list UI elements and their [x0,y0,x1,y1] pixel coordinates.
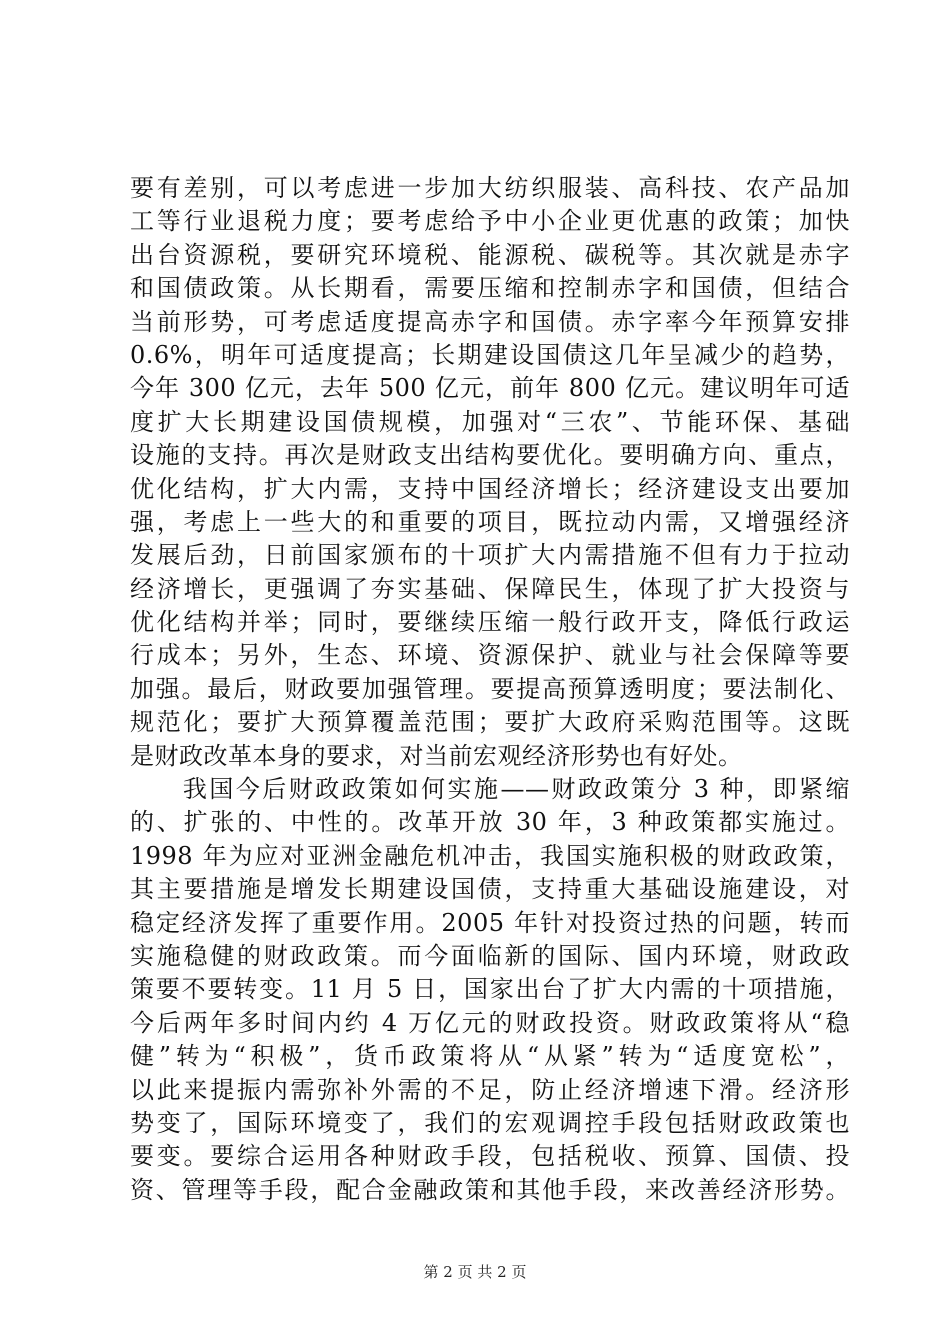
text-line: 0.6%，明年可适度提高；长期建设国债这几年呈减少的趋势， [130,340,850,369]
text-line: 加强。最后，财政要加强管理。要提高预算透明度；要法制化、 [130,674,850,703]
text-line: 当前形势，可考虑适度提高赤字和国债。赤字率今年预算安排 [130,307,850,336]
text-line: 优化结构，扩大内需，支持中国经济增长；经济建设支出要加 [130,474,850,503]
text-line: 健”转为“积极”，货币政策将从“从紧”转为“适度宽松”， [130,1042,850,1071]
text-line: 工等行业退税力度；要考虑给予中小企业更优惠的政策；加快 [130,207,850,236]
text-line: 强，考虑上一些大的和重要的项目，既拉动内需，又增强经济 [130,507,850,536]
text-line: 要变。要综合运用各种财政手段，包括税收、预算、国债、投 [130,1142,850,1171]
text-line: 以此来提振内需弥补外需的不足，防止经济增速下滑。经济形 [130,1075,850,1104]
text-line: 的、扩张的、中性的。改革开放 30 年，3 种政策都实施过。 [130,808,850,837]
text-line: 势变了，国际环境变了，我们的宏观调控手段包括财政政策也 [130,1108,850,1137]
text-line: 行成本；另外，生态、环境、资源保护、就业与社会保障等要 [130,641,850,670]
text-line: 资、管理等手段，配合金融政策和其他手段，来改善经济形势。 [130,1175,850,1204]
text-line: 设施的支持。再次是财政支出结构要优化。要明确方向、重点， [130,441,850,470]
text-line: 稳定经济发挥了重要作用。2005 年针对投资过热的问题，转而 [130,908,850,937]
text-line: 出台资源税，要研究环境税、能源税、碳税等。其次就是赤字 [130,240,850,269]
text-line: 1998 年为应对亚洲金融危机冲击，我国实施积极的财政政策， [130,841,850,870]
text-line: 是财政改革本身的要求，对当前宏观经济形势也有好处。 [130,741,743,770]
text-line: 和国债政策。从长期看，需要压缩和控制赤字和国债，但结合 [130,274,850,303]
text-line: 发展后劲，日前国家颁布的十项扩大内需措施不但有力于拉动 [130,541,850,570]
text-line: 实施稳健的财政政策。而今面临新的国际、国内环境，财政政 [130,941,850,970]
text-line: 优化结构并举；同时，要继续压缩一般行政开支，降低行政运 [130,608,850,637]
text-line: 度扩大长期建设国债规模，加强对“三农”、节能环保、基础 [130,407,850,436]
text-line: 经济增长，更强调了夯实基础、保障民生，体现了扩大投资与 [130,574,850,603]
body-text [130,172,850,1207]
text-line: 要有差别，可以考虑进一步加大纺织服装、高科技、农产品加 [130,174,850,202]
page-footer: 第 2 页 共 2 页 [423,1263,527,1281]
text-line: 规范化；要扩大预算覆盖范围；要扩大政府采购范围等。这既 [130,708,850,737]
text-line: 今年 300 亿元，去年 500 亿元，前年 800 亿元。建议明年可适 [130,374,850,403]
text-line: 策要不要转变。11 月 5 日，国家出台了扩大内需的十项措施， [130,975,850,1004]
text-line: 其主要措施是增发长期建设国债，支持重大基础设施建设，对 [130,875,850,904]
text-line: 我国今后财政政策如何实施——财政政策分 3 种，即紧缩 [130,775,850,804]
text-line: 今后两年多时间内约 4 万亿元的财政投资。财政政策将从“稳 [130,1008,850,1037]
